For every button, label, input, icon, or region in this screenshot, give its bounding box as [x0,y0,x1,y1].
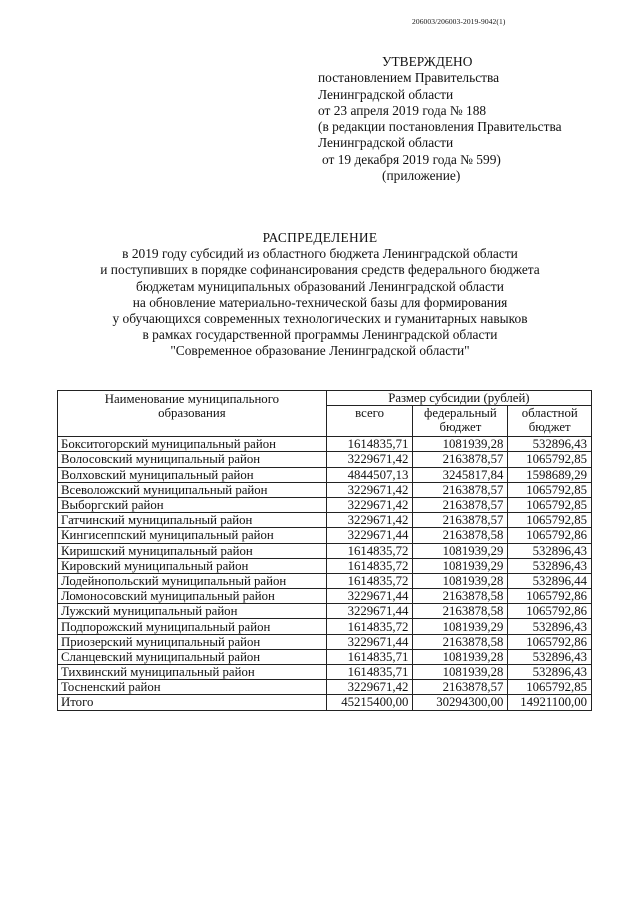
municipality-name: Кировский муниципальный район [58,558,327,573]
regional-value: 532896,43 [508,649,592,664]
municipality-name: Приозерский муниципальный район [58,634,327,649]
total-value: 1614835,72 [326,543,413,558]
regional-value: 1065792,85 [508,497,592,512]
subsidy-table [57,390,592,711]
total-value: 1614835,72 [326,558,413,573]
regional-value: 1065792,85 [508,680,592,695]
total-value: 3229671,44 [326,589,413,604]
regional-value: 532896,43 [508,558,592,573]
federal-value: 2163878,57 [413,680,508,695]
header-subsidy-size: Размер субсидии (рублей) [326,391,591,406]
table-row [58,452,592,467]
federal-value: 2163878,58 [413,589,508,604]
municipality-name: Кингисеппский муниципальный район [58,528,327,543]
regional-value: 1065792,86 [508,589,592,604]
table-row [58,680,592,695]
total-value: 1614835,72 [326,573,413,588]
header-regional: областной бюджет [508,406,592,437]
regional-value: 1065792,85 [508,482,592,497]
municipality-name: Гатчинский муниципальный район [58,513,327,528]
table-row [58,634,592,649]
table-row [58,619,592,634]
federal-value: 1081939,28 [413,573,508,588]
municipality-name: Бокситогорский муниципальный район [58,437,327,452]
approval-line: (приложение) [382,168,461,184]
regional-value: 1065792,86 [508,634,592,649]
regional-value: 1065792,86 [508,604,592,619]
federal-value: 3245817,84 [413,467,508,482]
federal-value: 1081939,28 [413,437,508,452]
title-line: у обучающихся современных технологических и гуманитарных навыков [112,311,528,327]
approval-line: Ленинградской области [318,86,454,102]
federal-value: 2163878,57 [413,513,508,528]
municipality-name: Киришский муниципальный район [58,543,327,558]
municipality-name: Волосовский муниципальный район [58,452,327,467]
total-value: 1614835,71 [326,649,413,664]
header-municipality: Наименование муниципального образования [58,391,327,437]
total-value: 45215400,00 [326,695,413,710]
federal-value: 2163878,57 [413,482,508,497]
document-title [40,230,600,360]
table-row [58,543,592,558]
federal-value: 2163878,58 [413,528,508,543]
table-row [58,665,592,680]
regional-value: 1065792,85 [508,513,592,528]
title-heading: РАСПРЕДЕЛЕНИЕ [262,230,378,245]
municipality-name: Волховский муниципальный район [58,467,327,482]
total-label: Итого [58,695,327,710]
regional-value: 532896,43 [508,437,592,452]
federal-value: 1081939,29 [413,619,508,634]
regional-value: 532896,43 [508,665,592,680]
table-row [58,497,592,512]
federal-value: 2163878,57 [413,452,508,467]
regional-value: 1065792,86 [508,528,592,543]
federal-value: 1081939,28 [413,665,508,680]
total-value: 3229671,42 [326,497,413,512]
municipality-name: Лужский муниципальный район [58,604,327,619]
approval-line: постановлением Правительства [318,70,500,86]
total-value: 3229671,42 [326,680,413,695]
title-line: в 2019 году субсидий из областного бюджета Ленинградской области [122,246,518,262]
federal-value: 2163878,57 [413,497,508,512]
title-line: на обновление материально-технической базы для формирования [132,294,508,310]
municipality-name: Лодейнопольский муниципальный район [58,573,327,588]
federal-value: 30294300,00 [413,695,508,710]
table-row [58,558,592,573]
table-row [58,482,592,497]
approval-line: (в редакции постановления Правительства [318,119,562,135]
regional-value: 532896,44 [508,573,592,588]
approval-line: от 23 апреля 2019 года № 188 [318,102,487,118]
total-value: 1614835,71 [326,437,413,452]
total-value: 3229671,42 [326,513,413,528]
total-value: 3229671,42 [326,452,413,467]
total-value: 1614835,71 [326,665,413,680]
total-value: 3229671,42 [326,482,413,497]
table-row [58,437,592,452]
federal-value: 1081939,29 [413,558,508,573]
municipality-name: Сланцевский муниципальный район [58,649,327,664]
federal-value: 2163878,58 [413,604,508,619]
municipality-name: Всеволожский муниципальный район [58,482,327,497]
total-value: 3229671,44 [326,634,413,649]
municipality-name: Ломоносовский муниципальный район [58,589,327,604]
municipality-name: Тихвинский муниципальный район [58,665,327,680]
approval-line: от 19 декабря 2019 года № 599) [322,151,501,167]
approval-block [318,54,618,184]
title-line: и поступивших в порядке софинансирования средств федерального бюджета [100,262,540,278]
approval-line: Ленинградской области [318,135,454,151]
table-row-total [58,695,592,710]
table-row [58,513,592,528]
title-line: в рамках государственной программы Ленинградской области [142,327,498,343]
federal-value: 1081939,29 [413,543,508,558]
title-line: "Современное образование Ленинградской области" [170,343,470,359]
regional-value: 1598689,29 [508,467,592,482]
document-id: 206003/206003-2019-9042(1) [412,17,506,26]
municipality-name: Выборгский район [58,497,327,512]
table-row [58,528,592,543]
federal-value: 2163878,58 [413,634,508,649]
table-row [58,649,592,664]
table-row [58,604,592,619]
total-value: 4844507,13 [326,467,413,482]
total-value: 3229671,44 [326,604,413,619]
regional-value: 1065792,85 [508,452,592,467]
header-federal: федеральный бюджет [413,406,508,437]
federal-value: 1081939,28 [413,649,508,664]
table-row [58,573,592,588]
title-line: бюджетам муниципальных образований Ленинградской области [136,278,504,294]
header-total: всего [326,406,413,437]
regional-value: 532896,43 [508,619,592,634]
regional-value: 14921100,00 [508,695,592,710]
regional-value: 532896,43 [508,543,592,558]
municipality-name: Подпорожский муниципальный район [58,619,327,634]
total-value: 1614835,72 [326,619,413,634]
table-row [58,589,592,604]
table-row [58,467,592,482]
approval-heading: УТВЕРЖДЕНО [382,54,473,69]
municipality-name: Тосненский район [58,680,327,695]
total-value: 3229671,44 [326,528,413,543]
